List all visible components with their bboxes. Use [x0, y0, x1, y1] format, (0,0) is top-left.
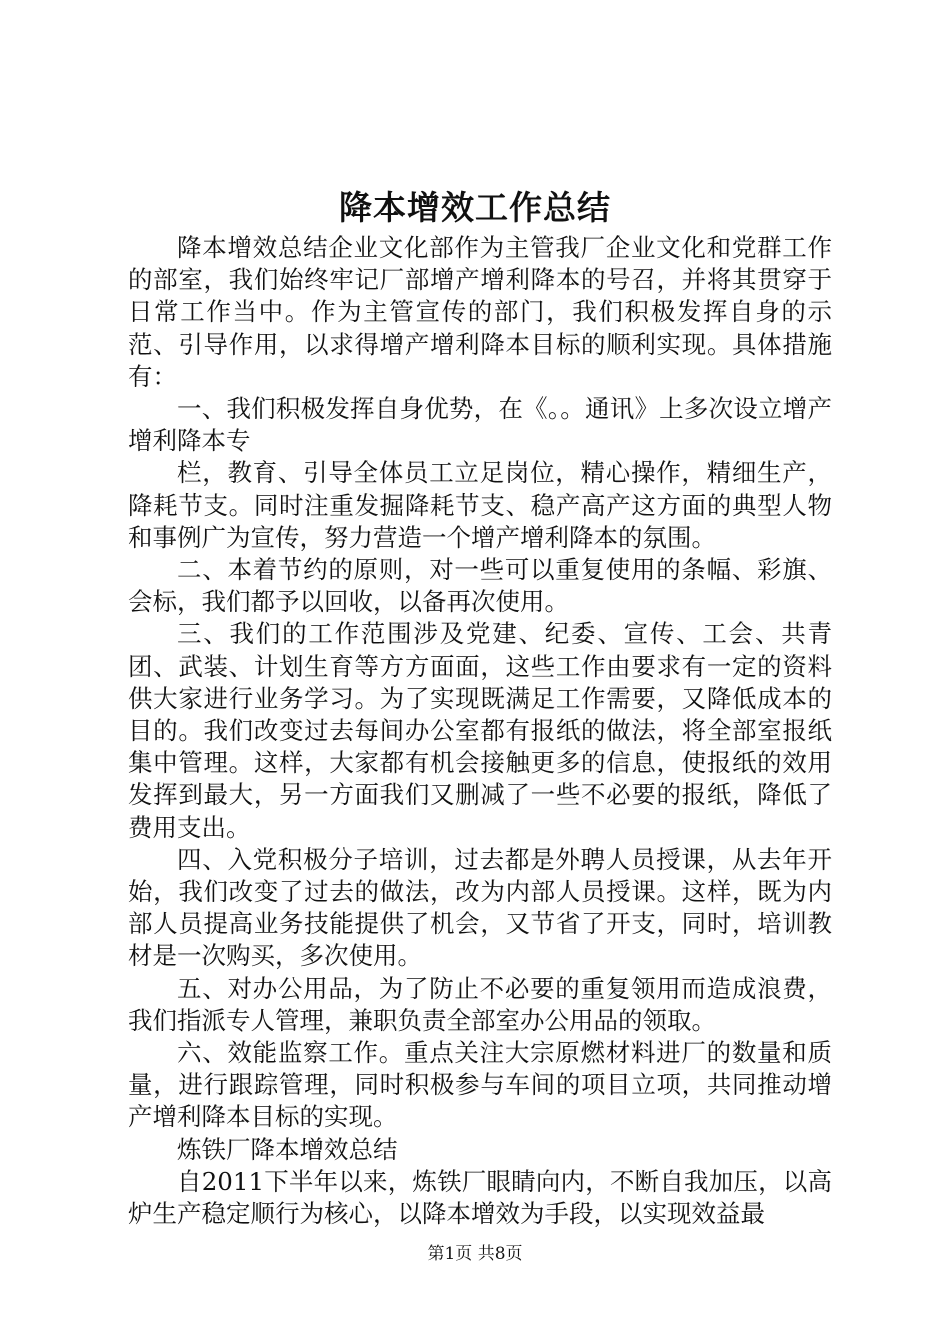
- paragraph-item-3: 三、我们的工作范围涉及党建、纪委、宣传、工会、共青团、武装、计划生育等方方面面，这些工作由要求有一定的资料供大家进行业务学习。为了实现既满足工作需要，又降低成本的目的。我们改变过去每间办公室都有报纸的做法，将全部室报纸集中管理。这样，大家都有机会接触更多的信息，使报纸的效用发挥到最大，另一方面我们又删减了一些不必要的报纸，降低了费用支出。: [128, 619, 832, 842]
- document-body: [128, 232, 832, 1230]
- section-heading: 炼铁厂降本增效总结: [177, 1134, 398, 1164]
- paragraph-item-1: 一、我们积极发挥自身优势，在《。。通讯》上多次设立增产增利降本专: [128, 394, 832, 456]
- paragraph-intro: 降本增效总结企业文化部作为主管我厂企业文化和党群工作的部室，我们始终牢记厂部增产增利降本的号召，并将其贯穿于日常工作当中。作为主管宣传的部门，我们积极发挥自身的示范、引导作用，以求得增产增利降本目标的顺利实现。具体措施有：: [128, 233, 832, 391]
- paragraph-section-intro: 自2011下半年以来，炼铁厂眼睛向内，不断自我加压，以高炉生产稳定顺行为核心，以降本增效为手段，以实现效益最: [128, 1166, 832, 1229]
- page-footer: 第1页 共8页: [427, 1244, 523, 1264]
- paragraph-item-1-continued: 栏，教育、引导全体员工立足岗位，精心操作，精细生产，降耗节支。同时注重发掘降耗节支、稳产高产这方面的典型人物和事例广为宣传，努力营造一个增产增利降本的氛围。: [128, 458, 832, 552]
- paragraph-item-6: 六、效能监察工作。重点关注大宗原燃材料进厂的数量和质量，进行跟踪管理，同时积极参与车间的项目立项，共同推动增产增利降本目标的实现。: [128, 1038, 832, 1132]
- paragraph-item-4: 四、入党积极分子培训，过去都是外聘人员授课，从去年开始，我们改变了过去的做法，改为内部人员授课。这样，既为内部人员提高业务技能提供了机会，又节省了开支，同时，培训教材是一次购买，多次使用。: [128, 844, 832, 971]
- paragraph-item-2: 二、本着节约的原则，对一些可以重复使用的条幅、彩旗、会标，我们都予以回收，以备再次使用。: [128, 555, 832, 617]
- document-title: 降本增效工作总结: [339, 188, 611, 227]
- paragraph-item-5: 五、对办公用品，为了防止不必要的重复领用而造成浪费，我们指派专人管理，兼职负责全部室办公用品的领取。: [128, 973, 832, 1035]
